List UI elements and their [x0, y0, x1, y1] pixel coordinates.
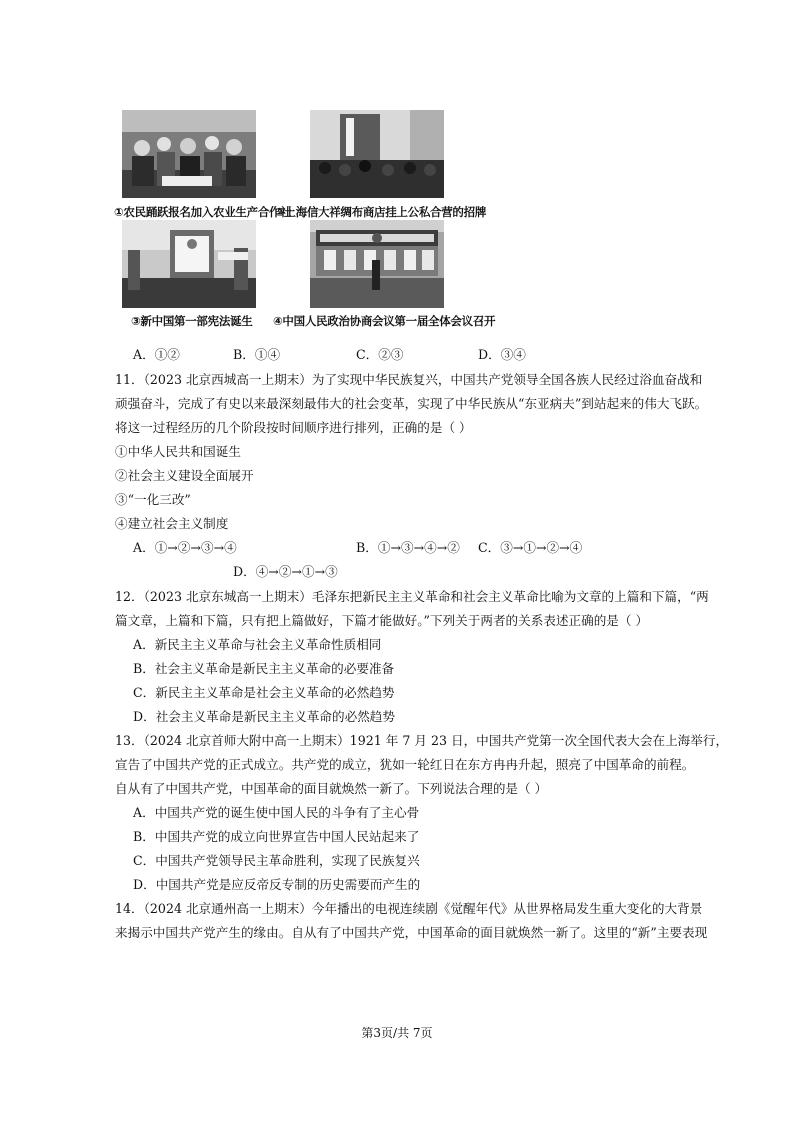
q13-option-d: D．中国共产党是应反帝反专制的历史需要而产生的 — [133, 877, 421, 892]
q12-option-a: A．新民主主义革命与社会主义革命性质相同 — [133, 637, 382, 652]
q13-option-b: B．中国共产党的成立向世界宣告中国人民站起来了 — [133, 829, 420, 844]
q13-option-c: C．中国共产党领导民主革命胜利，实现了民族复兴 — [133, 853, 420, 868]
q12-option-b: B．社会主义革命是新民主主义革命的必要准备 — [133, 661, 395, 676]
q13-option-a: A．中国共产党的诞生使中国人民的斗争有了主心骨 — [133, 805, 420, 820]
photo-cppcc-first-session — [310, 220, 444, 308]
q11-option-c: C．③→①→②→④ — [478, 540, 583, 555]
image-caption-3: ③新中国第一部宪法诞生 — [131, 314, 253, 328]
q11-item-1: ①中华人民共和国诞生 — [115, 444, 241, 459]
q11-option-b: B．①→③→④→② — [356, 540, 460, 555]
image-caption-1: ①农民踊跃报名加入农业生产合作社 — [114, 205, 292, 219]
q13-stem-line-2: 宣告了中国共产党的正式成立。共产党的成立，犹如一轮红日在东方冉冉升起，照亮了中国革命的前程。 — [115, 757, 695, 772]
q11-item-4: ④建立社会主义制度 — [115, 516, 229, 531]
q14-stem-line-2: 来揭示中国共产党产生的缘由。自从有了中国共产党，中国革命的面目就焕然一新了。这里的“新”主要表现 — [115, 925, 708, 940]
photo-first-constitution — [122, 220, 256, 308]
q13-stem-line-3: 自从有了中国共产党，中国革命的面目就焕然一新了。下列说法合理的是（ ） — [115, 781, 548, 796]
q11-option-d: D．④→②→①→③ — [233, 564, 338, 579]
q10-option-b: B．①④ — [233, 347, 281, 362]
image-caption-4: ④中国人民政治协商会议第一届全体会议召开 — [273, 314, 496, 328]
q11-stem-line-3: 将这一过程经历的几个阶段按时间顺序进行排列，正确的是（ ） — [115, 420, 472, 435]
q10-option-d: D．③④ — [478, 347, 526, 362]
page-number: 第3页/共 7页 — [361, 1026, 433, 1040]
q11-item-3: ③“一化三改” — [115, 492, 191, 507]
q12-option-c: C．新民主主义革命是社会主义革命的必然趋势 — [133, 685, 395, 700]
q12-option-d: D．社会主义革命是新民主主义革命的必然趋势 — [133, 709, 395, 724]
q12-stem-line-2: 篇文章，上篇和下篇，只有把上篇做好，下篇才能做好。”下列关于两者的关系表述正确的是（ ） — [115, 613, 649, 628]
q10-option-c: C．②③ — [356, 347, 404, 362]
q11-stem-line-1: 11．（2023 北京西城高一上期末）为了实现中华民族复兴，中国共产党领导全国各族人民经过浴血奋战和 — [115, 372, 703, 387]
q14-stem-line-1: 14．（2024 北京通州高一上期末）今年播出的电视连续剧《觉醒年代》从世界格局发生重大变化的大背景 — [115, 901, 703, 916]
photo-agricultural-cooperative — [122, 110, 256, 198]
q11-option-a: A．①→②→③→④ — [133, 540, 237, 555]
image-caption-2: ②上海信大祥绸布商店挂上公私合营的招牌 — [275, 205, 487, 219]
q11-stem-line-2: 顽强奋斗，完成了有史以来最深刻最伟大的社会变革，实现了中华民族从“东亚病夫”到站起来的伟大飞跃。 — [115, 396, 708, 411]
q12-stem-line-1: 12．（2023 北京东城高一上期末）毛泽东把新民主主义革命和社会主义革命比喻为文章的上篇和下篇，“两 — [115, 589, 709, 604]
photo-xindaxiang-store — [310, 110, 444, 198]
q11-item-2: ②社会主义建设全面展开 — [115, 468, 254, 483]
q10-option-a: A．①② — [133, 347, 180, 362]
q13-stem-line-1: 13．（2024 北京首师大附中高一上期末）1921 年 7 月 23 日，中国共产党第一次全国代表大会在上海举行， — [115, 733, 729, 748]
